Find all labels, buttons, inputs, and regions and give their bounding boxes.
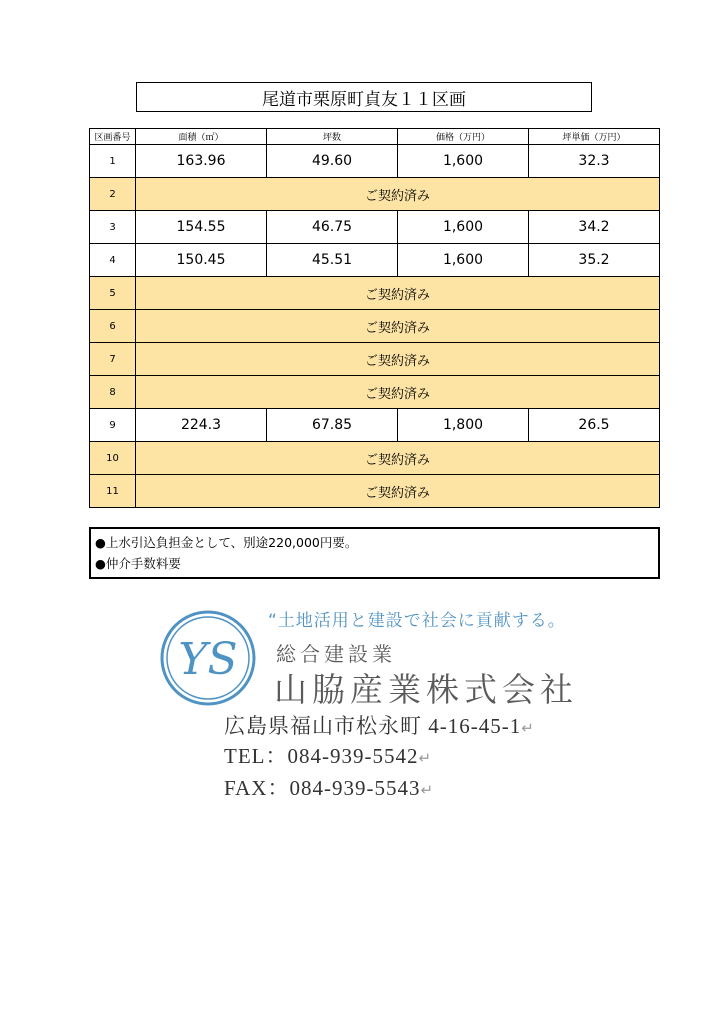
lot-number: 6 [90, 310, 136, 343]
company-fax-line [224, 772, 433, 802]
lot-area: 163.96 [136, 145, 267, 178]
lot-tsubo: 46.75 [267, 211, 398, 244]
company-slogan: “土地活用と建設で社会に貢献する。 [268, 611, 566, 631]
lot-unit-price: 32.3 [529, 145, 660, 178]
lot-number: 3 [90, 211, 136, 244]
table-row [90, 376, 660, 409]
lot-number: 9 [90, 409, 136, 442]
company-address: 広島県福山市松永町 4-16-45-1 [224, 714, 522, 738]
lot-price: 1,800 [398, 409, 529, 442]
note-brokerage-fee: ●仲介手数料要 [95, 556, 181, 571]
lot-area: 154.55 [136, 211, 267, 244]
note-water-fee: ●上水引込負担金として、別途220,000円要。 [95, 535, 358, 550]
table-row [90, 475, 660, 508]
return-mark-icon: ↵ [420, 783, 434, 799]
lots-body [90, 145, 660, 508]
table-row [90, 178, 660, 211]
lot-number: 2 [90, 178, 136, 211]
page-title: 尾道市栗原町貞友１１区画 [136, 82, 592, 112]
lot-tsubo: 49.60 [267, 145, 398, 178]
company-tel: TEL：084-939-5542 [224, 744, 419, 768]
table-row [90, 343, 660, 376]
return-mark-icon: ↵ [521, 721, 534, 737]
lot-status: ご契約済み [136, 475, 660, 508]
lot-status: ご契約済み [136, 178, 660, 211]
company-logo-text: YS [178, 634, 238, 685]
company-logo-icon [158, 608, 258, 708]
table-row [90, 244, 660, 277]
table-row [90, 310, 660, 343]
lot-number: 7 [90, 343, 136, 376]
lot-unit-price: 26.5 [529, 409, 660, 442]
lot-area: 150.45 [136, 244, 267, 277]
company-category: 総合建設業 [276, 642, 396, 666]
lot-price: 1,600 [398, 244, 529, 277]
lots-table [89, 128, 660, 508]
lot-number: 4 [90, 244, 136, 277]
lot-number: 1 [90, 145, 136, 178]
lot-price: 1,600 [398, 145, 529, 178]
lot-price: 1,600 [398, 211, 529, 244]
table-row [90, 211, 660, 244]
company-fax: FAX：084-939-5543 [224, 776, 421, 800]
lot-status: ご契約済み [136, 277, 660, 310]
lot-status: ご契約済み [136, 376, 660, 409]
lot-status: ご契約済み [136, 442, 660, 475]
table-row [90, 145, 660, 178]
lot-tsubo: 45.51 [267, 244, 398, 277]
header-lot-number: 区画番号 [90, 129, 136, 145]
lot-number: 10 [90, 442, 136, 475]
header-unit-price: 坪単価（万円） [529, 129, 660, 145]
table-row [90, 442, 660, 475]
lot-area: 224.3 [136, 409, 267, 442]
company-tel-line [224, 740, 431, 770]
lot-tsubo: 67.85 [267, 409, 398, 442]
lot-unit-price: 34.2 [529, 211, 660, 244]
header-area: 面積（㎡） [136, 129, 267, 145]
table-row [90, 277, 660, 310]
table-header-row [90, 129, 660, 145]
lot-status: ご契約済み [136, 343, 660, 376]
table-row [90, 409, 660, 442]
lot-number: 11 [90, 475, 136, 508]
company-name: 山脇産業株式会社 [274, 670, 578, 709]
company-block [156, 600, 626, 810]
lot-status: ご契約済み [136, 310, 660, 343]
lot-number: 5 [90, 277, 136, 310]
return-mark-icon: ↵ [418, 751, 432, 767]
header-price: 価格（万円） [398, 129, 529, 145]
lot-number: 8 [90, 376, 136, 409]
company-address-line [224, 710, 534, 740]
header-tsubo: 坪数 [267, 129, 398, 145]
notes-box [89, 527, 660, 579]
lot-unit-price: 35.2 [529, 244, 660, 277]
